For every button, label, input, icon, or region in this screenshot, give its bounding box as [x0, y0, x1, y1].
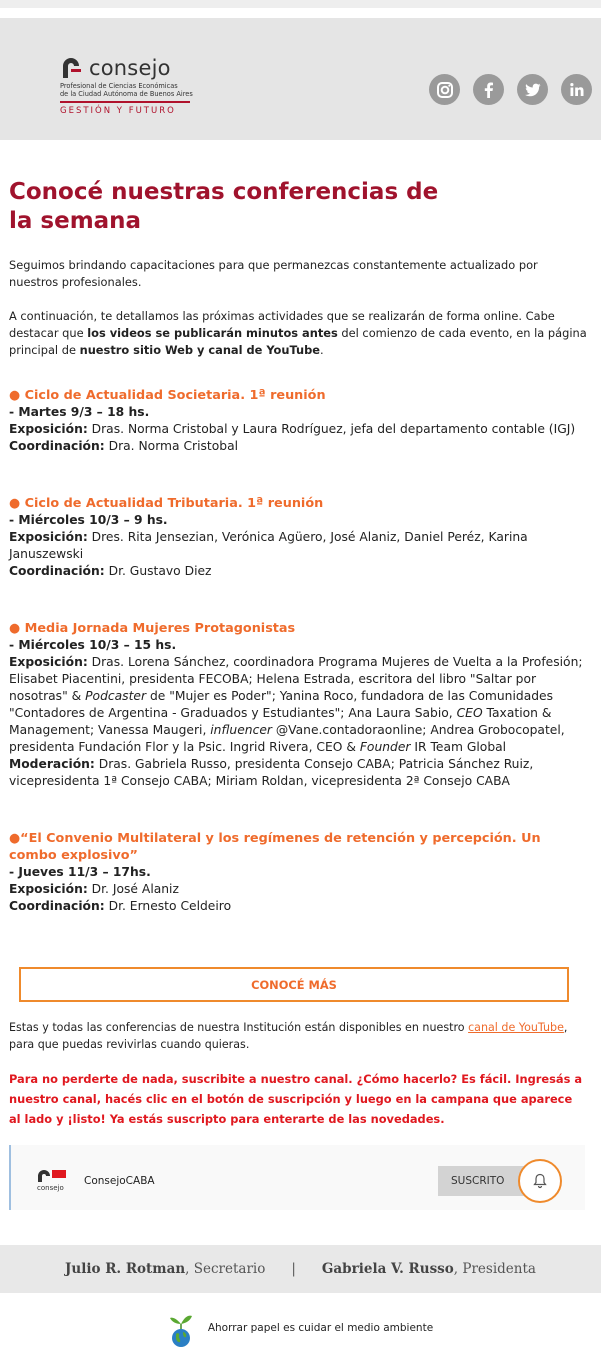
- intro-paragraph-1: Seguimos brindando capacitaciones para que permanezcas constantemente actualizado por nuestros profesionales.: [9, 258, 538, 289]
- intro-text: A continuación, te detallamos las próximas actividades que se realizarán de forma online. Cabe destacar que: [9, 309, 555, 340]
- event-moderation: [9, 756, 589, 790]
- value: de "Mujer es Poder"; Yanina Roco, fundadora de las Comunidades "Contadores de Argentina - Graduados y Estudiantes"; Ana Laura Sabio,: [9, 689, 554, 720]
- event-title: ● Ciclo de Actualidad Tributaria. 1ª reunión: [9, 496, 324, 511]
- event-title: ● Ciclo de Actualidad Societaria. 1ª reunión: [9, 388, 326, 403]
- value: Dr. Ernesto Celdeiro: [104, 899, 232, 913]
- event-item: [9, 495, 589, 580]
- facebook-icon[interactable]: [473, 74, 504, 105]
- event-date: [9, 864, 589, 881]
- intro-text: .: [319, 343, 324, 357]
- event-exposition: [9, 529, 589, 563]
- signer-role: , Secretario: [185, 1261, 266, 1277]
- consejo-logo[interactable]: [60, 56, 200, 116]
- label: Coordinación:: [9, 439, 105, 453]
- youtube-channel-link[interactable]: canal de YouTube: [468, 1021, 564, 1034]
- label: Exposición:: [9, 422, 88, 436]
- conoce-mas-button[interactable]: CONOCÉ MÁS: [19, 967, 569, 1002]
- signer-name: Julio R. Rotman: [65, 1261, 186, 1277]
- label: Coordinación:: [9, 899, 105, 913]
- logo-subtitle-1: Profesional de Ciencias Económicas: [60, 82, 178, 90]
- value-italic: CEO: [456, 706, 483, 720]
- separator: |: [291, 1261, 296, 1277]
- linkedin-icon[interactable]: [561, 74, 592, 105]
- event-item: [9, 830, 589, 915]
- value: Taxation & Management; Vanessa Maugeri,: [9, 706, 552, 737]
- header-banner: [0, 18, 601, 140]
- youtube-note: [9, 1019, 584, 1053]
- page-title: Conocé nuestras conferencias de la semana: [9, 179, 439, 234]
- social-links: [429, 74, 592, 105]
- signer-name: Gabriela V. Russo: [321, 1261, 454, 1277]
- event-date: [9, 512, 589, 529]
- event-coordination: [9, 438, 589, 455]
- note-text: , para que puedas revivirlas cuando quieras.: [9, 1021, 568, 1051]
- value: Dras. Gabriela Russo, presidenta Consejo CABA; Patricia Sánchez Ruiz, vicepresidenta 1ª Consejo CABA; Miriam Roldan, vicepresidenta 2ª Consejo CABA: [9, 757, 534, 788]
- channel-logo-text: consejo: [37, 1184, 64, 1192]
- subscribe-note: Para no perderte de nada, suscribite a nuestro canal. ¿Cómo hacerlo? Es fácil. Ingresás a nuestro canal, hacés clic en el botón de suscripción y luego en la campana que aparece al lado y ¡listo! Ya estás suscripto para enterarte de las novedades.: [9, 1072, 583, 1126]
- value-italic: influencer: [210, 723, 272, 737]
- logo-word: consejo: [89, 56, 171, 80]
- label: Exposición:: [9, 530, 88, 544]
- channel-name[interactable]: ConsejoCABA: [84, 1175, 155, 1187]
- value: @Vane.contadoraonline; Andrea Grobocopatel, presidenta Fundación Flor y la Psic. Ingrid Rivera, CEO &: [9, 723, 565, 754]
- event-coordination: [9, 563, 589, 580]
- event-title: ●“El Convenio Multilateral y los regímenes de retención y percepción. Un combo explosivo”: [9, 831, 541, 863]
- event-date-text: - Martes 9/3 – 18 hs.: [9, 405, 150, 419]
- intro-paragraph-2: [9, 308, 589, 359]
- value: Dras. Norma Cristobal y Laura Rodríguez, jefa del departamento contable (IGJ): [87, 422, 576, 436]
- value-italic: Founder: [359, 740, 411, 754]
- value: Dres. Rita Jensezian, Verónica Agüero, José Alaniz, Daniel Peréz, Karina Januszewski: [9, 530, 528, 561]
- main-content: [9, 178, 589, 915]
- twitter-icon[interactable]: [517, 74, 548, 105]
- event-date-text: - Miércoles 10/3 – 9 hs.: [9, 513, 168, 527]
- note-text: Estas y todas las conferencias de nuestra Institución están disponibles en nuestro: [9, 1021, 469, 1034]
- event-title: ● Media Jornada Mujeres Protagonistas: [9, 621, 296, 636]
- value-italic: Podcaster: [85, 689, 147, 703]
- eco-message: Ahorrar papel es cuidar el medio ambiente: [207, 1322, 434, 1334]
- eco-footer: [0, 1300, 601, 1356]
- earth-plant-icon: [168, 1308, 194, 1348]
- bell-icon: [533, 1173, 547, 1189]
- event-date: [9, 637, 589, 654]
- email-page: [0, 8, 601, 1364]
- signature-bar: [0, 1245, 601, 1293]
- event-item: [9, 620, 589, 790]
- event-date: [9, 404, 589, 421]
- label: Coordinación:: [9, 564, 105, 578]
- channel-logo[interactable]: [36, 1168, 70, 1196]
- label: Exposición:: [9, 655, 88, 669]
- intro-text: del comienzo de cada evento, en la página principal de: [9, 326, 587, 357]
- label: Moderación:: [9, 757, 95, 771]
- event-exposition: [9, 881, 589, 898]
- logo-subtitle-2: de la Ciudad Autónoma de Buenos Aires: [60, 90, 193, 98]
- event-exposition: [9, 421, 589, 438]
- youtube-subscribe-widget: [9, 1145, 585, 1210]
- intro-highlight: nuestro sitio Web y canal de YouTube: [79, 343, 320, 357]
- value: IR Team Global: [410, 740, 507, 754]
- logo-tagline: GESTIÓN Y FUTURO: [60, 106, 176, 116]
- value: Dr. Gustavo Diez: [104, 564, 212, 578]
- event-date-text: - Jueves 11/3 – 17hs.: [9, 865, 151, 879]
- label: Exposición:: [9, 882, 88, 896]
- consejo-logo-icon: [60, 56, 84, 80]
- event-exposition: [9, 654, 589, 756]
- event-date-text: - Miércoles 10/3 – 15 hs.: [9, 638, 177, 652]
- value: Dras. Lorena Sánchez, coordinadora Programa Mujeres de Vuelta a la Profesión; Elisabet Piacentini, presidenta FECOBA; Helena Estrada, escritora del libro "Saltar por nosotras" &: [9, 655, 583, 703]
- logo-divider: [60, 101, 190, 103]
- intro-highlight: los videos se publicarán minutos antes: [87, 326, 338, 340]
- notification-bell-button[interactable]: [518, 1159, 562, 1203]
- instagram-icon[interactable]: [429, 74, 460, 105]
- value: Dr. José Alaniz: [87, 882, 179, 896]
- value: Dra. Norma Cristobal: [104, 439, 239, 453]
- event-item: [9, 387, 589, 455]
- signer-role: , Presidenta: [453, 1261, 536, 1277]
- event-coordination: [9, 898, 589, 915]
- subscribed-button[interactable]: SUSCRITO: [438, 1166, 526, 1196]
